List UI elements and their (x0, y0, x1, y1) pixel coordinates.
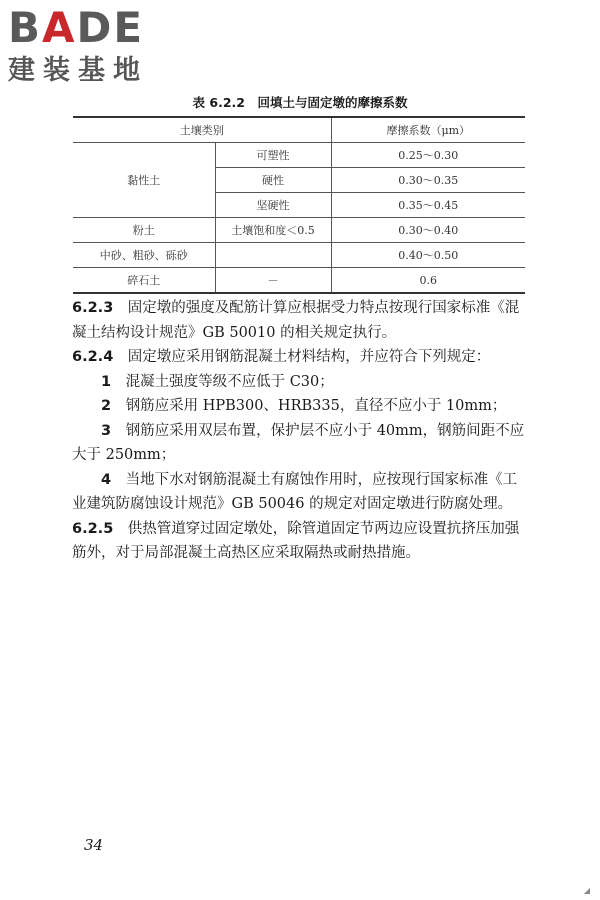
item-text: 钢筋应采用双层布置，保护层不应小于 40mm，钢筋间距不应大于 250mm； (72, 422, 525, 463)
clause-text: 固定墩应采用钢筋混凝土材料结构，并应符合下列规定： (113, 349, 491, 365)
soil-type-cell: 碎石土 (73, 268, 215, 294)
table-row (73, 243, 525, 268)
list-item (72, 468, 530, 517)
clause-6-2-3 (72, 296, 530, 345)
item-number: 3 (101, 422, 112, 439)
item-text: 钢筋应采用 HPB300、HRB335，直径不应小于 10mm； (111, 398, 507, 414)
table-row (73, 143, 525, 168)
page-number: 34 (84, 836, 104, 854)
clause-text: 供热管道穿过固定墩处，除管道固定节两边应设置抗挤压加强筋外，对于局部混凝土高热区应采取隔热或耐热措施。 (72, 520, 520, 561)
table-title: 表 6.2.2 回填土与固定墩的摩擦系数 (192, 95, 408, 110)
logo-brand-prefix: B (8, 3, 43, 52)
soil-type-cell: 中砂、粗砂、砾砂 (73, 243, 215, 268)
cohesive-soil-cell: 黏性土 (73, 143, 215, 218)
logo-brand-suffix: DE (76, 3, 145, 52)
friction-table (73, 116, 525, 294)
soil-state-cell: 坚硬性 (215, 193, 331, 218)
friction-value-cell: 0.6 (331, 268, 525, 294)
list-item (72, 394, 530, 419)
logo-subtitle: 建装基地 (8, 55, 148, 86)
friction-value-cell: 0.25～0.30 (331, 143, 525, 168)
list-item (72, 370, 530, 395)
clause-number: 6.2.3 (72, 300, 114, 316)
logo-brand-accent: A (42, 3, 77, 52)
table-row (73, 218, 525, 243)
clause-number: 6.2.4 (72, 349, 114, 365)
body-content (72, 296, 530, 566)
header-friction: 摩擦系数（μm） (331, 117, 525, 143)
soil-state-cell: 可塑性 (215, 143, 331, 168)
soil-condition-cell: 土壤饱和度＜0.5 (215, 218, 331, 243)
item-number: 1 (101, 373, 112, 390)
friction-value-cell: 0.40～0.50 (331, 243, 525, 268)
soil-condition-cell (215, 243, 331, 268)
clause-text: 固定墩的强度及配筋计算应根据受力特点按现行国家标准《混凝土结构设计规范》GB 50010 的相关规定执行。 (72, 300, 520, 341)
item-number: 2 (101, 398, 112, 414)
clause-number: 6.2.5 (72, 520, 114, 537)
list-item (72, 419, 530, 468)
logo-brand (8, 3, 148, 52)
soil-state-cell: 硬性 (215, 168, 331, 193)
soil-condition-cell: － (215, 268, 331, 294)
corner-mark-icon: ◢ (583, 886, 590, 895)
friction-value-cell: 0.30～0.35 (331, 168, 525, 193)
table-row (73, 268, 525, 294)
clause-6-2-4 (72, 345, 530, 370)
header-soil-type: 土壤类别 (73, 117, 331, 143)
item-text: 混凝土强度等级不应低于 C30； (111, 373, 334, 390)
table-header-row (73, 117, 525, 143)
logo (8, 3, 148, 88)
soil-type-cell: 粉土 (73, 218, 215, 243)
item-number: 4 (101, 471, 112, 488)
friction-value-cell: 0.35～0.45 (331, 193, 525, 218)
clause-6-2-5 (72, 517, 530, 566)
item-text: 当地下水对钢筋混凝土有腐蚀作用时，应按现行国家标准《工业建筑防腐蚀设计规范》GB 50046 的规定对固定墩进行防腐处理。 (72, 471, 518, 512)
friction-value-cell: 0.30～0.40 (331, 218, 525, 243)
